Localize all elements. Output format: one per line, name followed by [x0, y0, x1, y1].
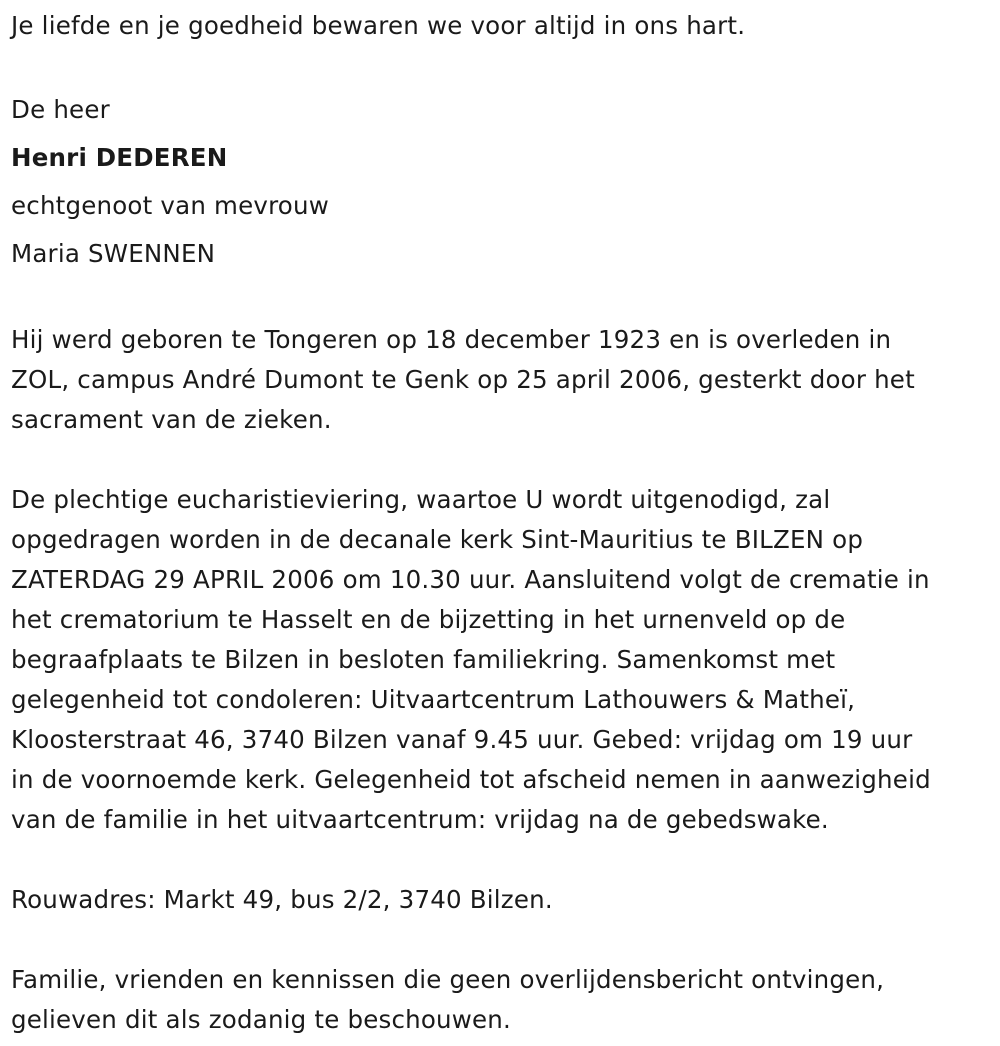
spacer: [11, 920, 996, 960]
person-name: Henri DEDEREN: [11, 143, 228, 172]
person-title: De heer: [11, 95, 110, 124]
paragraph-line: gelieven dit als zodanig te beschouwen.: [11, 1005, 512, 1034]
spouse-name: Maria SWENNEN: [11, 239, 216, 268]
paragraph-line: ZOL, campus André Dumont te Genk op 25 april 2006, gesterkt door het: [11, 365, 915, 394]
paragraph-line: begraafplaats te Bilzen in besloten familiekring. Samenkomst met: [11, 645, 836, 674]
paragraph-line: Hij werd geboren te Tongeren op 18 december 1923 en is overleden in: [11, 325, 892, 354]
paragraph-line: ZATERDAG 29 APRIL 2006 om 10.30 uur. Aansluitend volgt de crematie in: [11, 565, 930, 594]
paragraph-line: opgedragen worden in de decanale kerk Sint-Mauritius te BILZEN op: [11, 525, 864, 554]
person-relation: echtgenoot van mevrouw: [11, 191, 329, 220]
spacer: [11, 46, 996, 86]
paragraph-line: gelegenheid tot condoleren: Uitvaartcentrum Lathouwers & Matheï,: [11, 685, 856, 714]
opening-line: Je liefde en je goedheid bewaren we voor altijd in ons hart.: [11, 11, 746, 40]
ceremony-paragraph: [11, 480, 996, 840]
mourning-address: Rouwadres: Markt 49, bus 2/2, 3740 Bilzen.: [11, 885, 553, 914]
paragraph-line: Familie, vrienden en kennissen die geen overlijdensbericht ontvingen,: [11, 965, 885, 994]
birth-death-paragraph: [11, 320, 996, 440]
paragraph-line: in de voornoemde kerk. Gelegenheid tot afscheid nemen in aanwezigheid: [11, 765, 931, 794]
paragraph-line: Kloosterstraat 46, 3740 Bilzen vanaf 9.45 uur. Gebed: vrijdag om 19 uur: [11, 725, 913, 754]
paragraph-line: sacrament van de zieken.: [11, 405, 332, 434]
paragraph-line: van de familie in het uitvaartcentrum: vrijdag na de gebedswake.: [11, 805, 829, 834]
spacer: [11, 840, 996, 880]
paragraph-line: De plechtige eucharistieviering, waartoe U wordt uitgenodigd, zal: [11, 485, 831, 514]
spacer: [11, 278, 996, 320]
closing-paragraph: [11, 960, 996, 1040]
paragraph-line: het crematorium te Hasselt en de bijzetting in het urnenveld op de: [11, 605, 846, 634]
obituary-notice: [11, 0, 996, 1040]
spacer: [11, 440, 996, 480]
